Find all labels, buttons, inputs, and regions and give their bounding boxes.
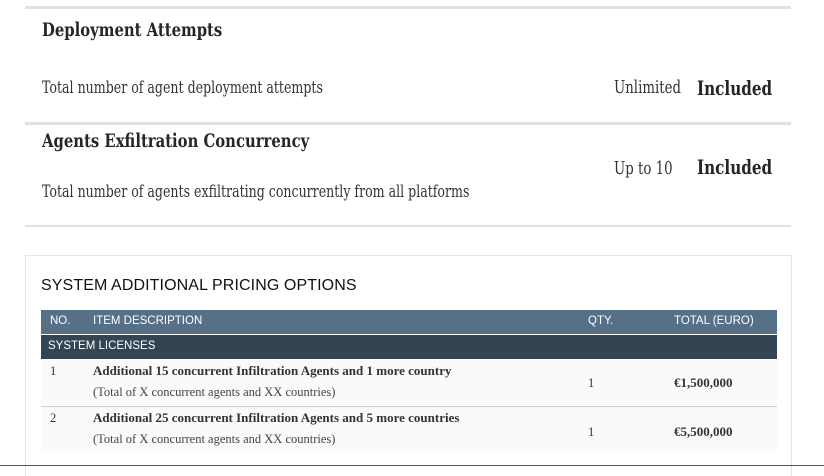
row-note: (Total of X concurrent agents and XX countries) [93,432,336,446]
row-description: Additional 15 concurrent Infiltration Agents and 1 more country [93,363,452,378]
column-header-qty: QTY. [588,315,614,327]
page-bottom-line [0,465,824,466]
row-description: Additional 25 concurrent Infiltration Agents and 5 more countries [93,410,460,425]
deployment-attempts-status: Included [697,76,773,100]
section-title-deployment-attempts: Deployment Attempts [42,19,223,41]
column-header-no: NO. [50,315,71,327]
row-total: €1,500,000 [674,375,733,390]
pricing-category-header [41,335,777,359]
table-row [41,407,777,452]
divider-top [25,6,791,9]
row-qty: 1 [588,376,595,390]
pricing-options-title: SYSTEM ADDITIONAL PRICING OPTIONS [41,277,357,294]
row-number: 2 [50,411,57,425]
pricing-table-header [41,310,777,334]
deployment-attempts-value: Unlimited [614,77,681,98]
exfiltration-concurrency-status: Included [697,155,773,179]
column-header-description: ITEM DESCRIPTION [93,315,203,327]
row-note: (Total of X concurrent agents and XX countries) [93,385,336,399]
divider-bottom [25,225,791,227]
row-total: €5,500,000 [674,424,733,439]
column-header-total: TOTAL (EURO) [674,315,754,327]
table-row [41,360,777,405]
divider-middle [25,122,791,125]
section-title-exfiltration-concurrency: Agents Exfiltration Concurrency [42,130,310,152]
section-description-deployment-attempts: Total number of agent deployment attempts [42,78,323,98]
section-description-exfiltration-concurrency: Total number of agents exfiltrating concurrently from all platforms [42,182,470,202]
exfiltration-concurrency-value: Up to 10 [614,158,673,179]
category-label: SYSTEM LICENSES [48,340,156,352]
row-number: 1 [50,364,57,378]
row-qty: 1 [588,425,595,439]
